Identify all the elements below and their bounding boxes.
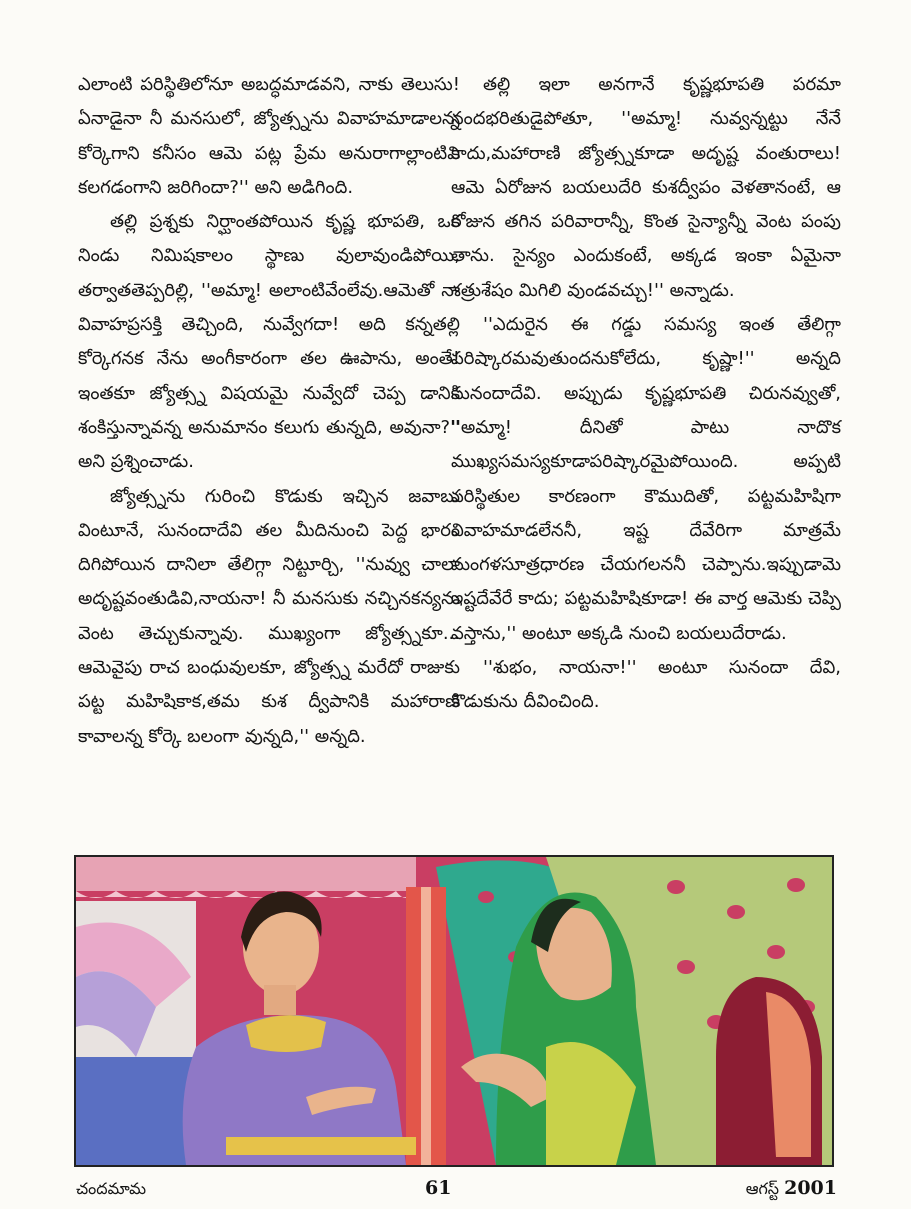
page-number: 61 (425, 1177, 452, 1199)
magazine-name: చందమామ (76, 1179, 147, 1198)
issue-date (746, 1177, 837, 1202)
illustration-artwork (76, 857, 832, 1165)
paragraph: ''శుభం, నాయనా!'' అంటూ సునందా దేవి, కొడుకును దీవించింది. (451, 657, 841, 713)
left-text-column (78, 68, 460, 754)
page-footer (0, 1175, 911, 1205)
paragraph: ఎలాంటి పరిస్థితిలోనూ అబద్ధమాడవని, నాకు తెలుసు! ఏనాడైనా నీ మనసులో, జ్యోత్స్నను వివాహమాడాలన్న కోర్కెగాని కనీసం ఆమె పట్ల ప్రేమ అనురాగాల్లాంటివి కలగడంగాని జరిగిందా?'' అని అడిగింది. (78, 74, 460, 198)
issue-month: ఆగస్ట్ (745, 1179, 780, 1198)
paragraph: జ్యోత్స్నను గురించి కొడుకు ఇచ్చిన జవాబు వింటూనే, సునందాదేవి తల మీదినుంచి పెద్ద భారం దిగిపోయిన దానిలా తేలిగ్గా నిట్టూర్చి, ''నువ్వు చాలా అదృష్టవంతుడివి,నాయనా! నీ మనసుకు నచ్చినకన్యను వెంట తెచ్చుకున్నావు. ముఖ్యంగా జ్యోత్స్నకూ... ఆమెవైపు రాచ బంధువులకూ, జ్యోత్స్న మరేదో రాజుకు పట్ట మహిషికాక,తమ కుశ ద్వీపానికి మహారాణి కావాలన్న కోర్కె బలంగా వున్నది,'' అన్నది. (78, 485, 460, 747)
paragraph: తల్లి ఇలా అనగానే కృష్ణభూపతి పరమా నందభరితుడైపోతూ, ''అమ్మా! నువ్వన్నట్టు నేనే కాదు,మహారాణి జ్యోత్స్నకూడా అదృష్ట వంతురాలు! ఆమె ఏరోజున బయలుదేరి కుశద్వీపం వెళతానంటే, ఆ రోజున తగిన పరివారాన్నీ, కొంత సైన్యాన్నీ వెంట పంపు తాను. సైన్యం ఎందుకంటే, అక్కడ ఇంకా ఏమైనా శత్రుశేషం మిగిలి వుండవచ్చు!'' అన్నాడు. (451, 74, 841, 301)
issue-year: 2001 (784, 1177, 837, 1199)
paragraph: ''ఎదురైన ఈ గడ్డు సమస్య ఇంత తేలిగ్గా పరిష్కారమవుతుందనుకోలేదు, కృష్ణా!'' అన్నది సునందాదేవి. అప్పుడు కృష్ణభూపతి చిరునవ్వుతో, ''అమ్మా! దీనితో పాటు నాదొక ముఖ్యసమస్యకూడాపరిష్కారమైపోయింది. అప్పటి పరిస్థితుల కారణంగా కౌముదితో, పట్టమహిషిగా వివాహమాడలేననీ, ఇష్ట దేవేరిగా మాత్రమే మంగళసూత్రధారణ చేయగలననీ చెప్పాను.ఇప్పుడామె ఇష్టదేవేరే కాదు; పట్టమహిషికూడా! ఈ వార్త ఆమెకు చెప్పి వస్తాను,'' అంటూ అక్కడి నుంచి బయలుదేరాడు. (451, 314, 841, 644)
story-illustration (74, 855, 834, 1167)
paragraph: తల్లి ప్రశ్నకు నిర్ఘాంతపోయిన కృష్ణ భూపతి, ఒక నిండు నిమిషకాలం స్థాణు వులావుండిపోయి, తర్వాతతెప్పరిల్లి, ''అమ్మా! అలాంటివేంలేవు.ఆమెతో నా వివాహప్రసక్తి తెచ్చింది, నువ్వేగదా! అది కన్నతల్లి కోర్కెగనక నేను అంగీకారంగా తల ఊపాను, అంతే! ఇంతకూ జ్యోత్స్న విషయమై నువ్వేదో చెప్ప డానికి శంకిస్తున్నావన్న అనుమానం కలుగు తున్నది, అవునా?'' అని ప్రశ్నించాడు. (78, 211, 460, 473)
right-text-column (451, 68, 841, 720)
